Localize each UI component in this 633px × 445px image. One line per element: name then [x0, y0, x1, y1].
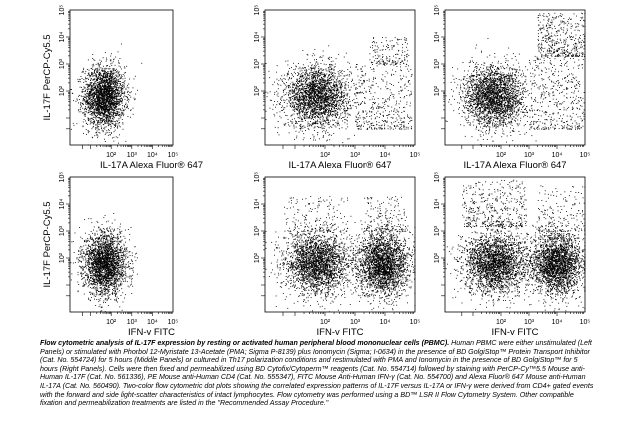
y-tick-label: 10² — [434, 252, 441, 263]
caption-title: Flow cytometric analysis of IL-17F expression by resting or activated human peripheral blood mononuclear cells (PBMC). — [40, 339, 449, 347]
y-tick-label: 10⁴ — [434, 32, 441, 43]
y-tick-label: 10² — [59, 85, 66, 96]
dot-cloud — [446, 13, 586, 146]
y-axis-label: IL-17F PerCP-Cy5.5 — [42, 201, 53, 287]
y-tick-label: 10⁴ — [434, 199, 441, 210]
y-tick-label: 10⁵ — [254, 172, 261, 183]
x-tick-label: 10³ — [350, 319, 361, 326]
plot-frame — [265, 10, 415, 145]
x-axis-label: IFN-γ FITC — [492, 327, 539, 335]
x-tick-label: 10⁵ — [410, 319, 421, 326]
plot-frame — [70, 177, 173, 312]
y-tick-label: 10³ — [254, 225, 261, 236]
y-tick-label: 10⁴ — [254, 199, 261, 210]
y-tick-label: 10⁴ — [59, 32, 66, 43]
y-axis-label: IL-17F PerCP-Cy5.5 — [42, 34, 53, 120]
plot-panel-top-middle — [254, 5, 420, 171]
x-axis-label: IFN-γ FITC — [128, 327, 175, 335]
axis-ticks — [441, 178, 584, 316]
y-tick-label: 10⁵ — [59, 5, 66, 16]
plot-panel-bottom-middle — [254, 172, 420, 335]
x-tick-label: 10² — [320, 319, 331, 326]
y-tick-label: 10³ — [434, 58, 441, 69]
x-tick-label: 10⁵ — [168, 319, 179, 326]
x-tick-label: 10² — [106, 152, 117, 159]
dot-cloud — [446, 180, 586, 313]
x-tick-label: 10³ — [127, 319, 138, 326]
dot-cloud — [70, 44, 142, 146]
x-tick-label: 10⁴ — [147, 152, 158, 159]
caption-body: Human PBMC were either unstimulated (Left Panels) or stimulated with Phorbol 12-Myristate 13-Acetate (PMA; Sigma P-8139) plus Ionomycin (Sigma; I-0634) in the presence of BD GolgiStop™ Protein Transport Inhibitor (Cat. No. 554724) for 5 hours (Middle Panels) or cultured in Th17 polarization conditions and restimulated with PMA and Ionomycin in the presence of BD GolgiStop™ for 5 hours (Right Panels). Cells were then fixed and permeabilized using BD Cytofix/Cytoperm™ reagents (Cat. No. 554714) followed by staining with PerCP-Cy™5.5 Mouse anti-Human IL-17F (Cat. No. 561336), PE Mouse anti-Human CD4 (Cat. No. 555347), FITC Mouse Anti-Human IFN-γ (Cat. No. 554700) and Alexa Fluor® 647 Mouse anti-Human IL-17A (Cat. No. 560490). Two-color flow cytometric dot plots showing the correlated expression patterns of IL-17F versus IL-17A or IFN-γ were derived from CD4+ gated events with the forward and side light-scatter characteristics of intact lymphocytes. Flow cytometry was performed using a BD™ LSR II Flow Cytometry System. Other compatible fixation and permeabilization treatments are listed in the "Recommended Assay Procedure." — [40, 339, 593, 407]
y-tick-label: 10⁴ — [59, 199, 66, 210]
y-tick-label: 10³ — [254, 58, 261, 69]
axis-ticks — [261, 11, 414, 149]
dot-cloud — [266, 196, 416, 313]
x-tick-label: 10² — [320, 152, 331, 159]
plot-panel-top-right — [434, 5, 590, 171]
x-tick-label: 10⁵ — [580, 319, 591, 326]
x-tick-label: 10⁵ — [410, 152, 421, 159]
figure-caption — [40, 339, 595, 408]
x-tick-label: 10² — [496, 152, 507, 159]
x-axis-label: IL-17A Alexa Fluor® 647 — [463, 160, 566, 171]
y-tick-label: 10³ — [59, 225, 66, 236]
x-tick-label: 10² — [496, 319, 507, 326]
dot-cloud — [70, 213, 137, 312]
plot-panel-bottom-right — [434, 172, 590, 335]
x-axis-label: IFN-γ FITC — [317, 327, 364, 335]
x-tick-label: 10⁴ — [552, 319, 563, 326]
x-tick-label: 10³ — [350, 152, 361, 159]
y-tick-label: 10³ — [434, 225, 441, 236]
y-tick-label: 10⁴ — [254, 32, 261, 43]
dot-cloud — [266, 37, 413, 145]
x-tick-label: 10³ — [524, 319, 535, 326]
y-tick-label: 10⁵ — [59, 172, 66, 183]
y-tick-label: 10² — [434, 85, 441, 96]
y-tick-label: 10³ — [59, 58, 66, 69]
x-tick-label: 10⁵ — [580, 152, 591, 159]
x-tick-label: 10³ — [127, 152, 138, 159]
plot-panel-top-left — [42, 5, 203, 171]
x-tick-label: 10⁴ — [552, 152, 563, 159]
x-axis-label: IL-17A Alexa Fluor® 647 — [100, 160, 203, 171]
x-tick-label: 10⁴ — [380, 152, 391, 159]
x-tick-label: 10² — [106, 319, 117, 326]
y-tick-label: 10⁵ — [254, 5, 261, 16]
plot-panel-bottom-left — [42, 172, 178, 335]
x-tick-label: 10⁵ — [168, 152, 179, 159]
y-tick-label: 10² — [254, 252, 261, 263]
y-tick-label: 10² — [59, 252, 66, 263]
x-axis-label: IL-17A Alexa Fluor® 647 — [288, 160, 391, 171]
x-tick-label: 10⁴ — [380, 319, 391, 326]
x-tick-label: 10⁴ — [147, 319, 158, 326]
y-tick-label: 10⁵ — [434, 5, 441, 16]
y-tick-label: 10⁵ — [434, 172, 441, 183]
x-tick-label: 10³ — [524, 152, 535, 159]
y-tick-label: 10² — [254, 85, 261, 96]
